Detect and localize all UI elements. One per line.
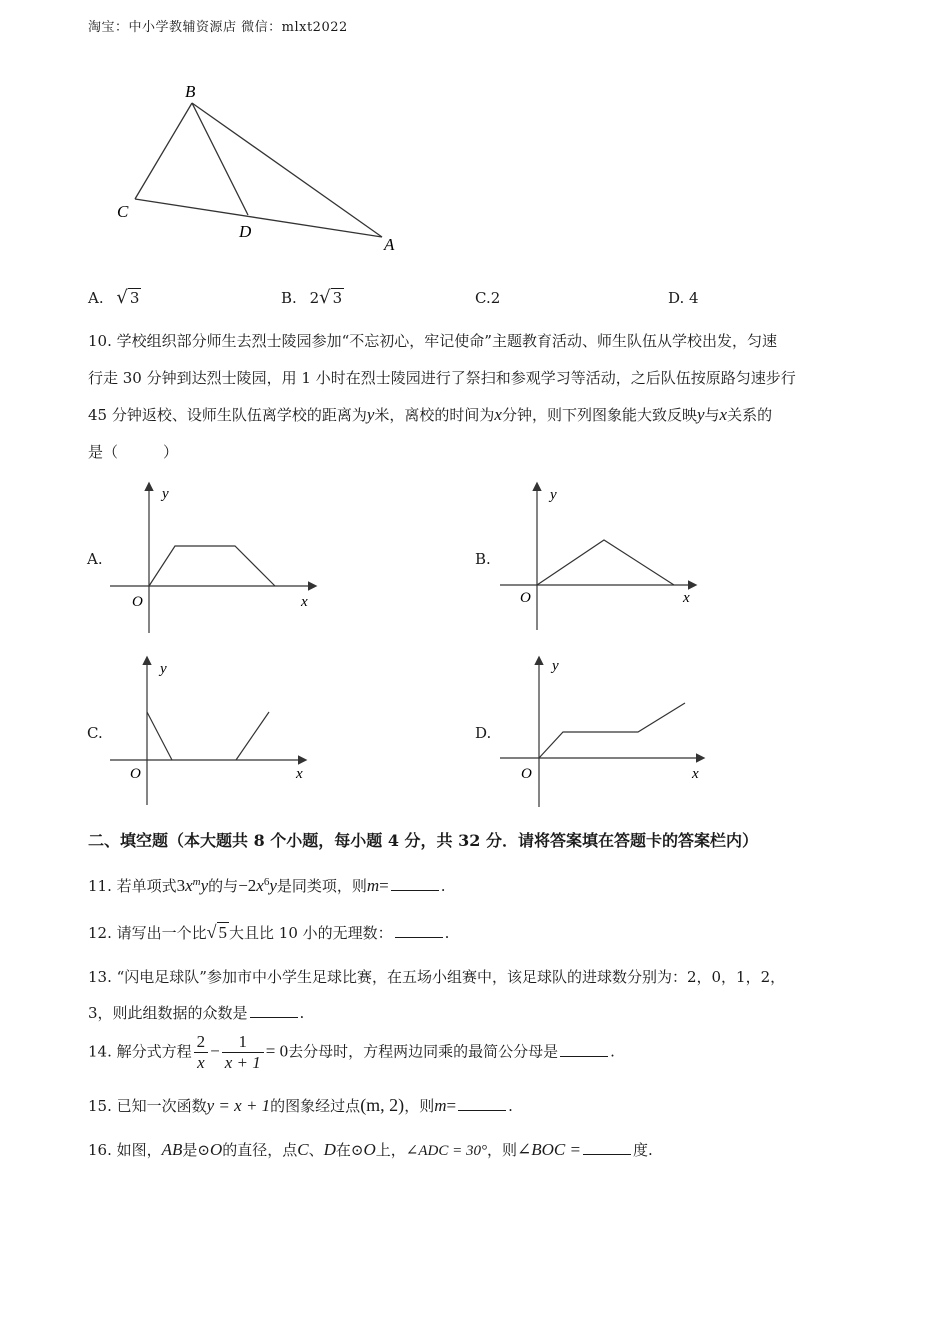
sqrt-expression: √ 3: [319, 287, 343, 308]
origin-label: O: [132, 594, 143, 610]
graph-c-line1: [147, 712, 172, 760]
edge-bd: [192, 103, 248, 215]
graph-a-letter[interactable]: A.: [87, 550, 103, 568]
answer-blank[interactable]: [583, 1139, 631, 1155]
section-title: 二、填空题（本大题共 8 个小题，每小题 4 分，共 32 分．请将答案填在答题卡的答案栏内）: [88, 831, 758, 850]
label-c: C: [117, 202, 129, 221]
q12: 12. 请写出一个比√ 5 大且比 10 小的无理数： .: [88, 922, 450, 942]
graph-d-line: [539, 703, 685, 758]
edge-bc: [135, 103, 192, 199]
q16: 16. 如图，AB是⊙O的直径，点C、D在⊙O上，∠ADC = 30°，则∠BOC = 度.: [88, 1140, 653, 1159]
label-d: D: [239, 222, 252, 241]
q15: 15. 已知一次函数y = x + 1的图象经过点(m, 2)，则m= .: [88, 1095, 513, 1115]
origin-label: O: [521, 766, 532, 782]
graph-a[interactable]: [105, 478, 330, 638]
q10-line2: 行走 30 分钟到达烈士陵园，用 1 小时在烈士陵园进行了祭扫和参观学习等活动，之后队伍按原路匀速步行: [88, 369, 796, 387]
y-label: y: [550, 487, 557, 503]
origin-label: O: [520, 590, 531, 606]
q9-option-a[interactable]: A. √ 3: [88, 287, 140, 308]
q10-line3: 45 分钟返校、设师生队伍离学校的距离为y米，离校的时间为x分钟，则下列图象能大致反映y与x关系的: [88, 405, 773, 424]
label-a: A: [384, 235, 395, 254]
x-label: x: [692, 766, 699, 782]
graph-a-line: [149, 546, 275, 586]
x-label: x: [296, 766, 303, 782]
graph-b-line: [537, 540, 674, 585]
origin-label: O: [130, 766, 141, 782]
fraction: $\frac{2}{x}$: [194, 1032, 209, 1073]
sqrt-expression: √ 3: [116, 287, 140, 308]
answer-blank[interactable]: [560, 1041, 608, 1057]
fraction: $\frac{1}{x + 1}$: [222, 1032, 264, 1073]
q9-option-b[interactable]: B. 2√ 3: [281, 287, 343, 308]
graph-b-letter[interactable]: B.: [475, 550, 491, 568]
x-label: x: [683, 590, 690, 606]
q13-line1: 13. “闪电足球队”参加市中小学生足球比赛，在五场小组赛中，该足球队的进球数分别为：2，0，1，2，: [88, 968, 786, 986]
triangle-figure: [100, 75, 420, 265]
y-label: y: [160, 661, 167, 677]
q9-option-d[interactable]: D. 4: [668, 289, 699, 307]
q11: 11. 若单项式$3x^my$的与$-2x^6y$是同类项，则m= .: [88, 876, 446, 895]
answer-blank[interactable]: [458, 1095, 506, 1111]
graph-d[interactable]: [495, 652, 710, 812]
q10-line1: 10. 学校组织部分师生去烈士陵园参加“不忘初心，牢记使命”主题教育活动、师生队伍从学校出发，匀速: [88, 332, 777, 350]
answer-blank[interactable]: [391, 875, 439, 891]
answer-blank[interactable]: [250, 1002, 298, 1018]
y-label: y: [552, 658, 559, 674]
q13-line2: 3，则此组数据的众数是 .: [88, 1004, 305, 1022]
graph-c[interactable]: [105, 652, 320, 812]
graph-b[interactable]: [495, 478, 705, 638]
edge-ba: [192, 103, 382, 237]
edge-ca: [135, 199, 382, 237]
graph-c-line2: [236, 712, 269, 760]
q14: 14. 解分式方程 $\frac{2}{x}$ − $\frac{1}{x + 1}$ = 0去分母时，方程两边同乘的最简公分母是 .: [88, 1032, 615, 1072]
header-watermark: 淘宝：中小学教辅资源店 微信：mlxt2022: [88, 20, 348, 35]
sqrt-expression: √ 5: [206, 922, 228, 942]
graph-c-letter[interactable]: C.: [87, 724, 103, 742]
q10-line4: 是（ ）: [88, 443, 179, 461]
q9-option-c[interactable]: C.2: [475, 289, 501, 307]
label-b: B: [185, 82, 196, 101]
x-label: x: [301, 594, 308, 610]
graph-d-letter[interactable]: D.: [475, 724, 492, 742]
y-label: y: [162, 486, 169, 502]
answer-blank[interactable]: [395, 922, 443, 938]
